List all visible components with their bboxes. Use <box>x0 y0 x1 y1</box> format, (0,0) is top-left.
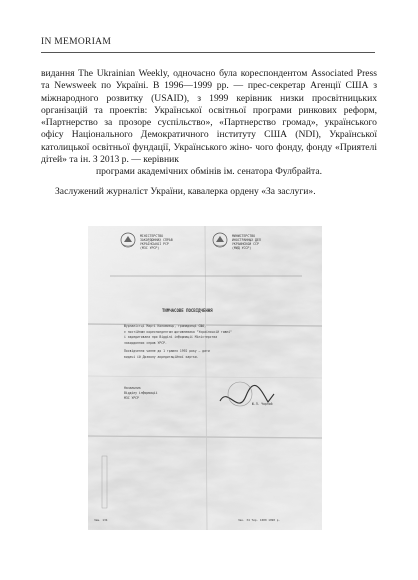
article-line: Української освітньої програми ринкових реформ, «Партнерство <box>41 104 378 129</box>
left-emblem-text: МІНІСТЕРСТВО ЗАКОРДОННИХ СПРАВ УКРАЇНСЬКОЇ РСР (МЗС УРСР) <box>140 234 173 250</box>
article-line: чого фонду, фонду «Приятелі дітей» та ін. З 2013 р. — керівник <box>41 141 377 166</box>
header-rule <box>41 52 375 53</box>
article-line: за прозоре суспільство», «Партнерство громад», українського <box>104 117 377 129</box>
article-paragraph <box>41 68 377 179</box>
article-line: Associated Press та Newsweek по Україні. В 1996—1999 рр. — <box>41 68 377 92</box>
footer-left-print: Зам. 134 <box>94 518 108 522</box>
article-line: Української католицької освітньої фундації, Українського жіно- <box>41 129 377 153</box>
footer-right-print: Зак. 34 Тир. 1000 1990 р. <box>238 518 281 522</box>
article-line: з 1999 керівник низки просвітницьких організацій та проектів: <box>41 92 377 116</box>
article-line: видання The Ukrainian Weekly, одночасно була кореспондентом <box>41 68 308 79</box>
certificate-body: Журналістці Марті Коломиєць, громадянці США, є постійним кореспондентом щотижневика "Українській тижні" і акредитована при Відділі інформації Міністерства закордонних справ УРСР. Посвідчення чинне до 1 травня 1992 року — дати видачі їй Дозволу акредитаційної картки. <box>124 324 233 359</box>
article-line: програми академічних обмінів ім. сенатора Фулбрайта. <box>96 166 322 178</box>
certificate-heading: ТИМЧАСОВЕ ПОСВІДЧЕННЯ <box>162 308 213 313</box>
document-photo <box>88 226 322 530</box>
crumpled-paper-texture <box>88 226 322 530</box>
closing-paragraph: Заслужений журналіст України, кавалерка ордену «За заслуги». <box>55 186 316 197</box>
article-line: прес-секретар Агенції США з міжнародного розвитку (USAID), <box>41 80 377 104</box>
signature-block: Начальник Відділу інформації МЗС УРСР <box>124 386 158 400</box>
right-emblem-text: МИНИСТЕРСТВО ИНОСТРАННЫХ ДЕЛ УКРАИНСКОЙ ССР (МИД УССР) <box>232 234 261 250</box>
signature-name: Ю.Л. Чорний <box>252 402 273 406</box>
article-line: офісу Національного Демократичного інституту США (NDI), <box>41 129 322 141</box>
running-header: IN MEMORIAM <box>41 37 112 47</box>
